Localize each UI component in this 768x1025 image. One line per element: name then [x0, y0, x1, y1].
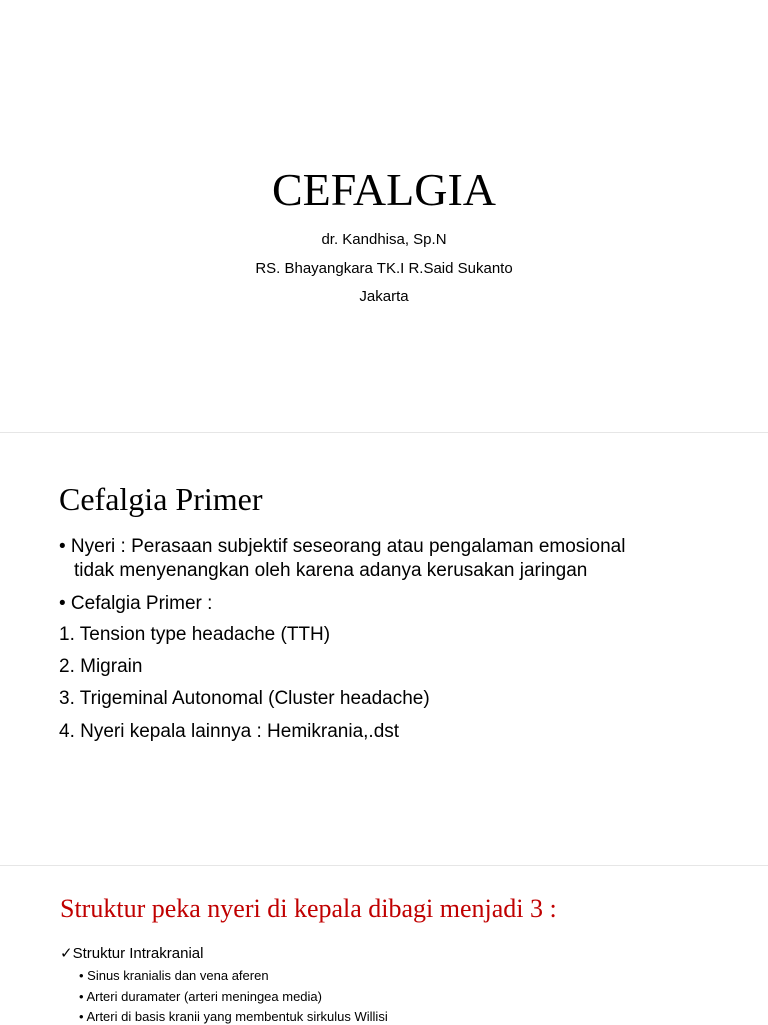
sub-bullet-item: • Sinus kranialis dan vena aferen [79, 968, 269, 983]
institution-name: RS. Bhayangkara TK.I R.Said Sukanto [255, 260, 513, 277]
sub-bullet-item: • Arteri duramater (arteri meningea media) [79, 989, 322, 1004]
sub-bullet-item: • Arteri di basis kranii yang membentuk sirkulus Willisi [79, 1009, 388, 1024]
numbered-item: 4. Nyeri kepala lainnya : Hemikrania,.dst [59, 721, 400, 742]
slide-title: Cefalgia Primer [59, 481, 263, 517]
content-slide-struktur [0, 866, 768, 1024]
title-slide [0, 0, 768, 432]
content-slide-primer [0, 433, 768, 865]
bullet-item: • Nyeri : Perasaan subjektif seseorang atau pengalaman emosional [59, 536, 626, 557]
numbered-item: 2. Migrain [59, 656, 143, 677]
numbered-item: 3. Trigeminal Autonomal (Cluster headache) [59, 688, 430, 709]
bullet-item: • Cefalgia Primer : [59, 593, 213, 614]
city-name: Jakarta [359, 288, 409, 305]
checked-item: ✓Struktur Intrakranial [60, 945, 204, 962]
slide-title: Struktur peka nyeri di kepala dibagi menjadi 3 : [60, 894, 557, 923]
numbered-item: 1. Tension type headache (TTH) [59, 624, 331, 645]
bullet-item-continuation: tidak menyenangkan oleh karena adanya kerusakan jaringan [74, 560, 588, 581]
author-name: dr. Kandhisa, Sp.N [321, 231, 447, 248]
slide-title: CEFALGIA [271, 164, 497, 215]
